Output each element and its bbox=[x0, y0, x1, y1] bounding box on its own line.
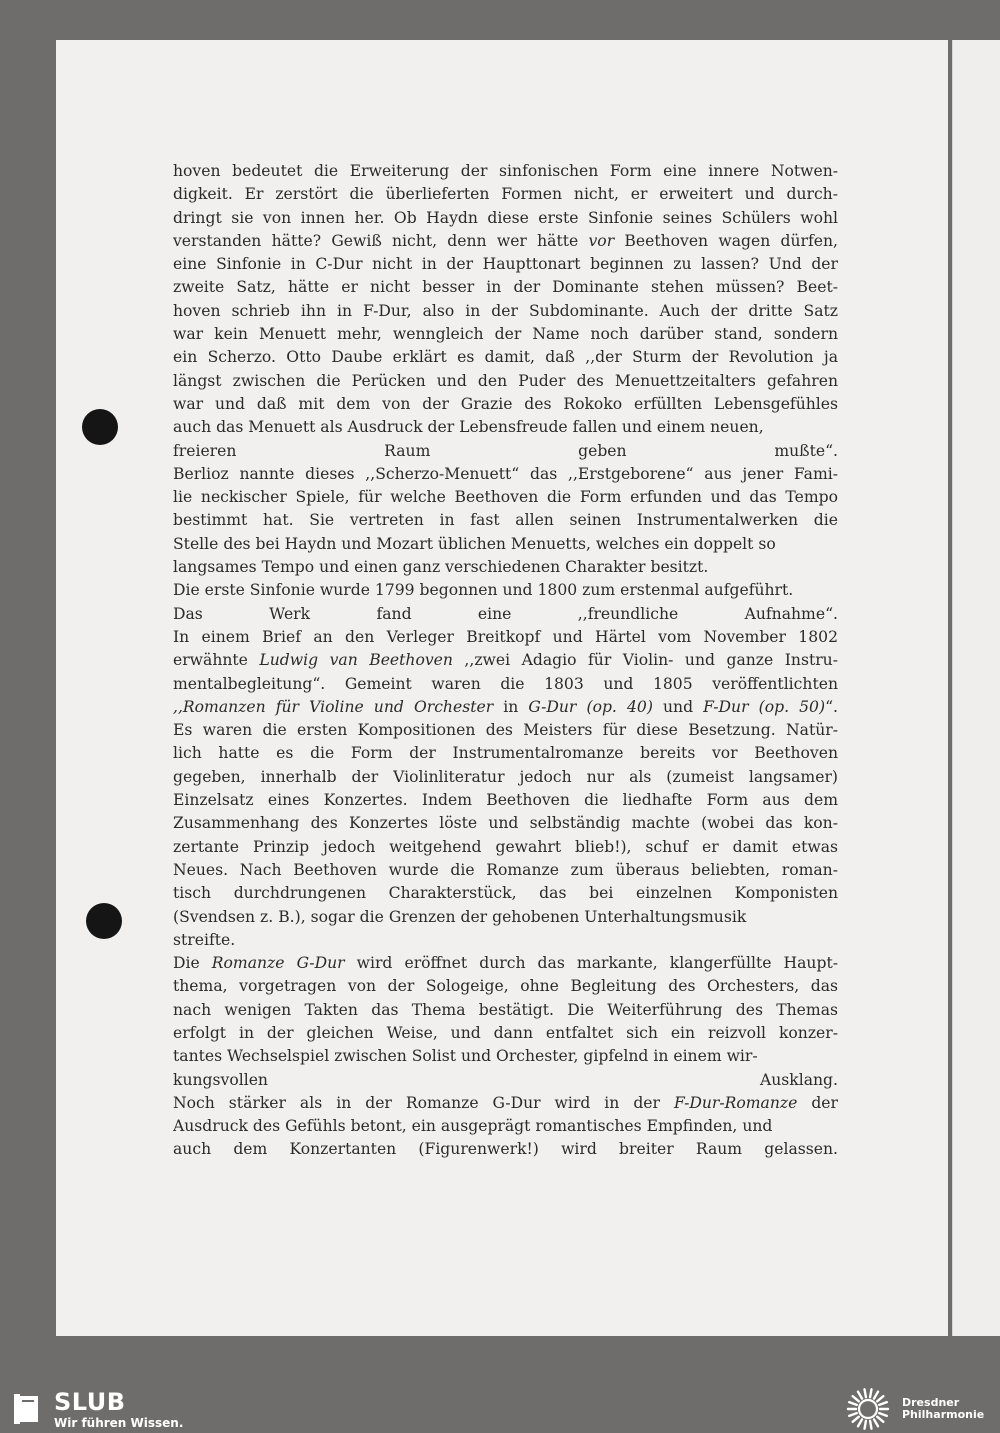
text-line: Noch stärker als in der Romanze G-Dur wird in der F-Dur-Romanze der bbox=[173, 1093, 838, 1112]
text-line: langsames Tempo und einen ganz verschiedenen Charakter besitzt. bbox=[173, 558, 709, 577]
text-line: nach wenigen Takten das Thema bestätigt. Die Weiterführung des Themas bbox=[173, 1000, 838, 1019]
text-line: war kein Menuett mehr, wenngleich der Name noch darüber stand, sondern bbox=[173, 325, 838, 344]
text-line: Die Romanze G-Dur wird eröffnet durch das markante, klangerfüllte Haupt- bbox=[173, 954, 838, 973]
text-line: hoven schrieb ihn in F-Dur, also in der Subdominante. Auch der dritte Satz bbox=[173, 301, 838, 320]
text-line: Neues. Nach Beethoven wurde die Romanze zum überaus beliebten, roman- bbox=[173, 860, 838, 879]
text-line: Die erste Sinfonie wurde 1799 begonnen und 1800 zum erstenmal aufgeführt. bbox=[173, 581, 794, 600]
partner-name-line2: Philharmonie bbox=[902, 1408, 985, 1421]
text-line: tisch durchdrungenen Charakterstück, das bei einzelnen Komponisten bbox=[173, 884, 838, 903]
text-line: bestimmt hat. Sie vertreten in fast allen seinen Instrumentalwerken die bbox=[173, 511, 838, 530]
text-line: Berlioz nannte dieses ,,Scherzo-Menuett“ das ,,Erstgeborene“ aus jener Fami- bbox=[173, 464, 838, 483]
document-body-text bbox=[173, 160, 838, 1162]
text-line: hoven bedeutet die Erweiterung der sinfonischen Form eine innere Notwen- bbox=[173, 162, 838, 180]
punch-hole-lower bbox=[86, 903, 122, 939]
text-line: Einzelsatz eines Konzertes. Indem Beethoven die liedhafte Form aus dem bbox=[173, 791, 838, 810]
slub-logo-text: SLUB bbox=[54, 1388, 126, 1416]
viewer-footer-bar bbox=[0, 1384, 1000, 1433]
text-line: In einem Brief an den Verleger Breitkopf und Härtel vom November 1802 bbox=[173, 627, 838, 646]
slub-tagline: Wir führen Wissen. bbox=[54, 1416, 184, 1430]
text-line: thema, vorgetragen von der Sologeige, ohne Begleitung des Orchesters, das bbox=[173, 977, 838, 996]
punch-hole-upper bbox=[82, 409, 118, 445]
text-line: zertante Prinzip jedoch weitgehend gewahrt blieb!), schuf er damit etwas bbox=[173, 837, 838, 856]
text-line: längst zwischen die Perücken und den Puder des Menuettzeitalters gefahren bbox=[173, 371, 838, 390]
italic-text: Ludwig van Beethoven bbox=[259, 651, 453, 670]
adjacent-page-edge bbox=[952, 40, 1000, 1336]
italic-text: F-Dur-Romanze bbox=[673, 1093, 798, 1112]
text-line: tantes Wechselspiel zwischen Solist und Orchester, gipfelnd in einem wir- bbox=[173, 1047, 758, 1066]
text-line: erfolgt in der gleichen Weise, und dann entfaltet sich ein reizvoll konzer- bbox=[173, 1023, 838, 1042]
italic-text: G-Dur (op. 40) bbox=[528, 697, 653, 716]
text-line: verstanden hätte? Gewiß nicht, denn wer hätte vor Beethoven wagen dürfen, bbox=[173, 231, 838, 250]
text-line: streifte. bbox=[173, 930, 236, 949]
text-line: zweite Satz, hätte er nicht besser in der Dominante stehen müssen? Beet- bbox=[173, 278, 838, 297]
text-line: Ausdruck des Gefühls betont, ein ausgeprägt romantisches Empfinden, und bbox=[173, 1117, 773, 1136]
text-line: war und daß mit dem von der Grazie des Rokoko erfüllten Lebensgefühles bbox=[173, 394, 838, 413]
text-line: dringt sie von innen her. Ob Haydn diese erste Sinfonie seines Schülers wohl bbox=[173, 208, 838, 227]
text-line: (Svendsen z. B.), sogar die Grenzen der gehobenen Unterhaltungsmusik bbox=[173, 907, 747, 926]
dresdner-philharmonie-logo-icon bbox=[842, 1386, 894, 1432]
italic-text: vor bbox=[588, 231, 615, 250]
partner-name-line1: Dresdner bbox=[902, 1396, 960, 1409]
italic-text: Romanze G-Dur bbox=[211, 954, 345, 973]
text-line: erwähnte Ludwig van Beethoven ,,zwei Adagio für Violin- und ganze Instru- bbox=[173, 651, 838, 670]
italic-text: ,,Romanzen für Violine und Orchester bbox=[173, 697, 494, 716]
text-line: lie neckischer Spiele, für welche Beethoven die Form erfunden und das Tempo bbox=[173, 488, 838, 507]
text-line: Das Werk fand eine ,,freundliche Aufnahme“. bbox=[173, 604, 838, 623]
dresdner-philharmonie-name bbox=[902, 1397, 984, 1421]
text-line: gegeben, innerhalb der Violinliteratur jedoch nur als (zumeist langsamer) bbox=[173, 767, 838, 786]
text-line: Stelle des bei Haydn und Mozart üblichen Menuetts, welches ein doppelt so bbox=[173, 534, 776, 553]
text-line: freieren Raum geben mußte“. bbox=[173, 441, 838, 460]
text-line: auch dem Konzertanten (Figurenwerk!) wird breiter Raum gelassen. bbox=[173, 1140, 838, 1159]
text-line: auch das Menuett als Ausdruck der Lebensfreude fallen und einem neuen, bbox=[173, 418, 764, 437]
text-line: Es waren die ersten Kompositionen des Meisters für diese Besetzung. Natür- bbox=[173, 721, 838, 740]
italic-text: F-Dur (op. 50) bbox=[703, 697, 826, 716]
text-line: digkeit. Er zerstört die überlieferten Formen nicht, er erweitert und durch- bbox=[173, 185, 838, 204]
slub-logo-icon bbox=[14, 1394, 40, 1424]
text-line: Zusammenhang des Konzertes löste und selbständig machte (wobei das kon- bbox=[173, 814, 838, 833]
text-line: mentalbegleitung“. Gemeint waren die 1803 und 1805 veröffentlichten bbox=[173, 674, 838, 693]
text-line: ein Scherzo. Otto Daube erklärt es damit, daß ,,der Sturm der Revolution ja bbox=[173, 348, 838, 367]
text-line: ,,Romanzen für Violine und Orchester in G-Dur (op. 40) und F-Dur (op. 50)“. bbox=[173, 697, 838, 716]
text-line: eine Sinfonie in C-Dur nicht in der Haupttonart beginnen zu lassen? Und der bbox=[173, 255, 838, 274]
text-line: lich hatte es die Form der Instrumentalromanze bereits vor Beethoven bbox=[173, 744, 838, 763]
text-line: kungsvollen Ausklang. bbox=[173, 1070, 838, 1089]
